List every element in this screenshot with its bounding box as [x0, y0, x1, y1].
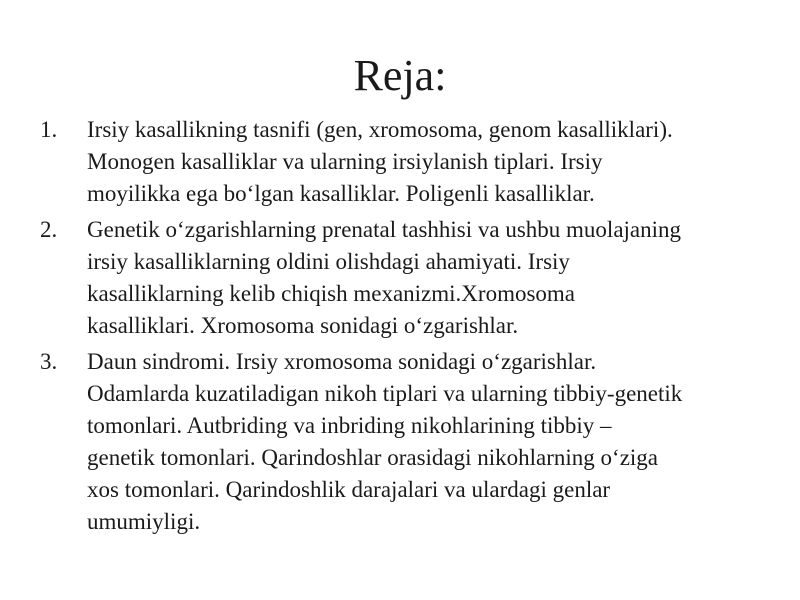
item-line: kasalliklari. Xromosoma sonidagi o‘zgarishlar. — [87, 313, 519, 338]
agenda-list — [40, 114, 790, 542]
slide-title: Reja: — [353, 51, 447, 100]
item-line: tomonlari. Autbriding va inbriding nikohlarining tibbiy – — [87, 413, 612, 438]
item-line: moyilikka ega bo‘lgan kasalliklar. Poligenli kasalliklar. — [87, 181, 595, 206]
item-line: umumiyligi. — [87, 509, 201, 534]
item-line: Genetik o‘zgarishlarning prenatal tashhisi va ushbu muolajaning — [87, 217, 682, 242]
item-text — [87, 114, 790, 210]
item-line: xos tomonlari. Qarindoshlik darajalari va ulardagi genlar — [87, 477, 611, 502]
item-line: kasalliklarning kelib chiqish mexanizmi.Xromosoma — [87, 281, 576, 306]
item-line: genetik tomonlari. Qarindoshlar orasidagi nikohlarning o‘ziga — [87, 445, 659, 470]
agenda-item-1 — [40, 114, 790, 210]
item-number: 3. — [40, 349, 58, 374]
item-text — [87, 346, 790, 538]
item-number: 2. — [40, 217, 58, 242]
item-text — [87, 214, 790, 342]
item-line: irsiy kasalliklarning oldini olishdagi ahamiyati. Irsiy — [87, 249, 570, 274]
item-line: Monogen kasalliklar va ularning irsiylanish tiplari. Irsiy — [87, 149, 603, 174]
item-line: Daun sindromi. Irsiy xromosoma sonidagi o‘zgarishlar. — [87, 349, 597, 374]
agenda-item-3 — [40, 346, 790, 538]
item-line: Odamlarda kuzatiladigan nikoh tiplari va ularning tibbiy-genetik — [87, 381, 683, 406]
agenda-item-2 — [40, 214, 790, 342]
item-line: Irsiy kasallikning tasnifi (gen, xromosoma, genom kasalliklari). — [87, 117, 673, 142]
item-number: 1. — [40, 117, 58, 142]
